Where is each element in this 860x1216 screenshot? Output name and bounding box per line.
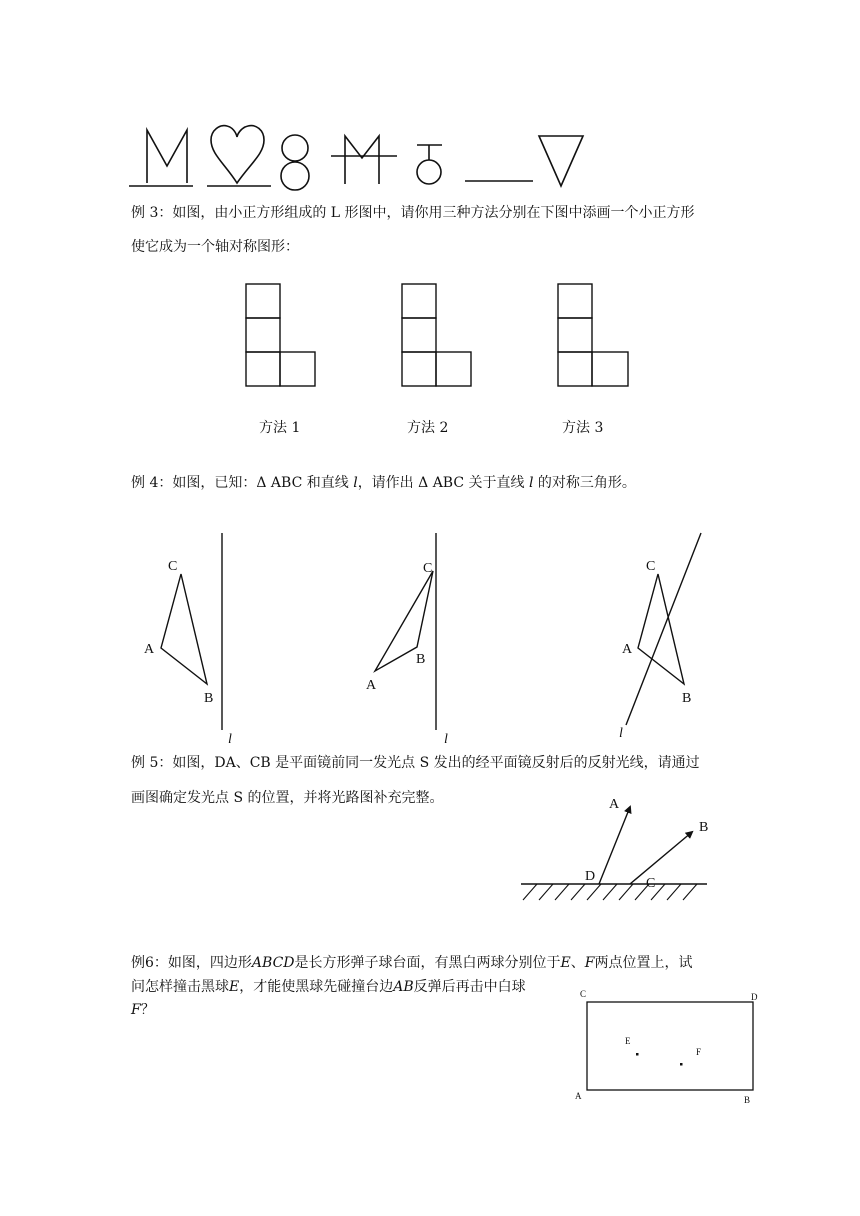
caption-method-3: 方法 3 xyxy=(562,420,604,436)
label-d: D xyxy=(751,992,758,1002)
label-l-3: l xyxy=(619,726,623,741)
label-c-1: C xyxy=(168,559,178,574)
figure-eight-top xyxy=(282,135,308,161)
symbol-figures xyxy=(125,118,595,200)
heart-figure xyxy=(211,126,264,183)
t-circle xyxy=(417,160,441,184)
ex6-line2: 问怎样撞击黑球E，才能使黑球先碰撞台边AB反弹后再击中白球 xyxy=(131,979,526,995)
triangle-reflection-figures xyxy=(130,525,730,750)
label-a: A xyxy=(609,797,620,812)
letter-m-figure xyxy=(147,130,187,183)
ray-da xyxy=(599,807,630,884)
triangle-1 xyxy=(161,574,207,684)
label-a-1: A xyxy=(144,642,155,657)
ball-f xyxy=(680,1063,683,1066)
label-c: C xyxy=(646,876,656,891)
ray-cb xyxy=(630,832,692,884)
label-b-2: B xyxy=(416,652,426,667)
l-shape-1 xyxy=(246,284,315,386)
label-b-1: B xyxy=(204,691,214,706)
down-triangle-figure xyxy=(539,136,583,186)
label-b: B xyxy=(744,1095,751,1105)
ball-e xyxy=(636,1053,639,1056)
label-c-3: C xyxy=(646,559,656,574)
l-shape-figures xyxy=(240,280,640,390)
caption-method-1: 方法 1 xyxy=(259,420,301,436)
ex6-line1: 例6：如图，四边形ABCD是长方形弹子球台面，有黑白两球分别位于E、F两点位置上，试 xyxy=(131,955,693,971)
ex3-line2: 使它成为一个轴对称图形： xyxy=(131,239,299,255)
label-b-3: B xyxy=(682,691,692,706)
l-shape-2 xyxy=(402,284,471,386)
l-shape-3 xyxy=(558,284,628,386)
label-l-2: l xyxy=(444,732,448,747)
ex5-line1: 例 5：如图，DA、CB 是平面镜前同一发光点 S 发出的经平面镜反射后的反射光线，请通过 xyxy=(131,755,700,771)
triangle-3 xyxy=(638,574,684,684)
crossed-m-figure xyxy=(345,136,379,184)
caption-method-2: 方法 2 xyxy=(407,420,449,436)
label-f: F xyxy=(696,1047,702,1057)
ex5-line2: 画图确定发光点 S 的位置，并将光路图补充完整。 xyxy=(131,790,444,806)
label-c: C xyxy=(580,989,587,999)
mirror-reflection-figure xyxy=(515,790,715,905)
label-e: E xyxy=(625,1036,631,1046)
label-a: A xyxy=(575,1091,582,1101)
label-l-1: l xyxy=(228,732,232,747)
label-d: D xyxy=(585,869,596,884)
label-a-2: A xyxy=(366,678,377,693)
label-b: B xyxy=(699,820,709,835)
figure-eight-bottom xyxy=(281,162,309,190)
label-c-2: C xyxy=(423,561,433,576)
ex6-line3: F？ xyxy=(131,1002,155,1018)
mirror-hatching xyxy=(523,884,697,900)
ex4-text: 例 4：如图，已知：Δ ABC 和直线 l，请作出 Δ ABC 关于直线 l 的对称三角形。 xyxy=(131,475,636,491)
ex3-line1: 例 3：如图，由小正方形组成的 L 形图中，请你用三种方法分别在下图中添画一个小正方形 xyxy=(131,205,695,221)
table-rectangle xyxy=(587,1002,753,1090)
billiard-table-figure xyxy=(570,985,770,1107)
label-a-3: A xyxy=(622,642,633,657)
